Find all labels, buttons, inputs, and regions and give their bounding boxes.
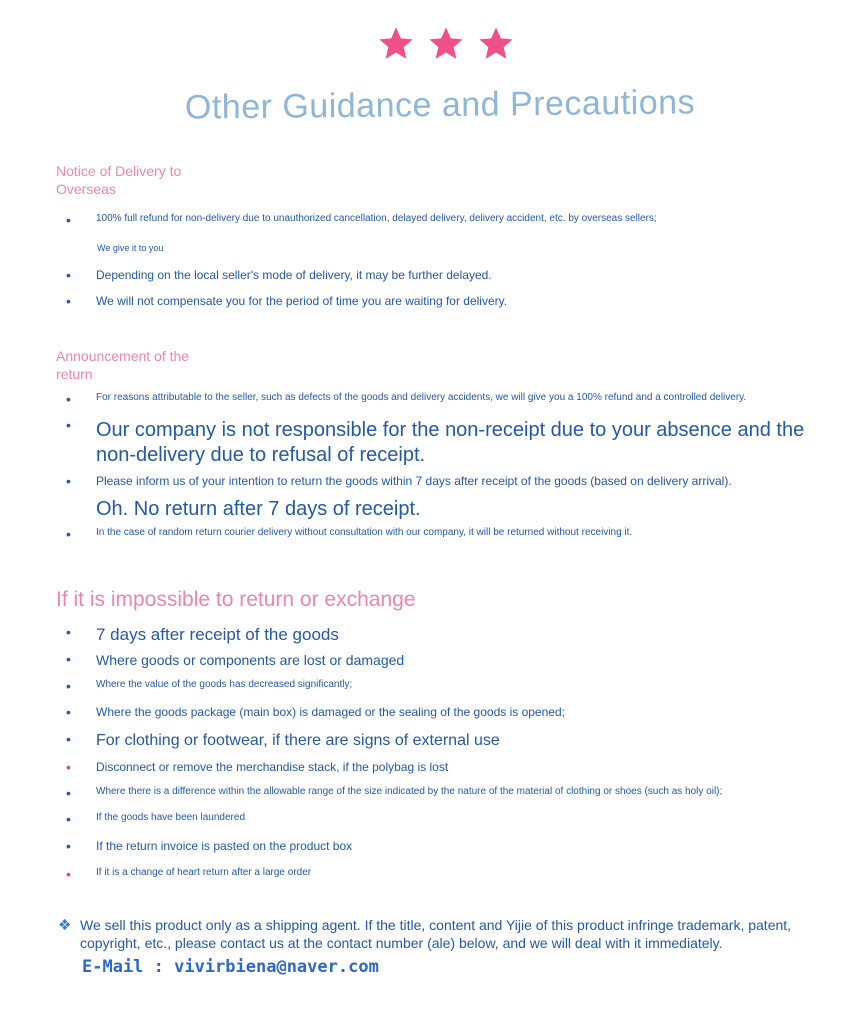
bullet-dot: • — [66, 651, 71, 667]
bullet-dot: • — [66, 624, 71, 640]
bullet-dot: • — [66, 866, 71, 882]
bullet-dot: • — [66, 731, 71, 747]
list-item: • Disconnect or remove the merchandise stack, if the polybag is lost — [66, 759, 449, 775]
bullet-dot: • — [66, 678, 71, 694]
list-item: • Where there is a difference within the allowable range of the size indicated by the nature of the material of clothing or shoes (such as holy oil); — [66, 785, 723, 801]
bullet-dot: • — [66, 267, 71, 283]
list-item: • If the return invoice is pasted on the product box — [66, 838, 353, 854]
bullet-dot: • — [66, 473, 71, 489]
bullet-dot: • — [66, 526, 71, 542]
section-heading-delivery: Notice of Delivery to Overseas — [56, 163, 182, 197]
section-heading-impossible: If it is impossible to return or exchange — [56, 588, 416, 611]
page-title: Other Guidance and Precautions — [184, 83, 696, 127]
bullet-dot: • — [66, 212, 71, 228]
bullet-dot: • — [66, 785, 71, 801]
list-item: Oh. No return after 7 days of receipt. — [96, 498, 421, 520]
list-item: • Where the value of the goods has decreased significantly; — [66, 678, 353, 694]
list-item: • Please inform us of your intention to return the goods within 7 days after receipt of the goods (based on delivery arrival). — [66, 473, 732, 489]
list-item: • For clothing or footwear, if there are signs of external use — [66, 731, 500, 749]
bullet-dot: • — [66, 838, 71, 854]
sub-note: We give it to you — [97, 243, 164, 253]
contact-email: E-Mail : vivirbiena@naver.com — [82, 957, 379, 977]
bullet-dot: • — [66, 391, 71, 407]
agent-notice: ❖ We sell this product only as a shipping agent. If the title, content and Yijie of this product infringe trademark, patent, copyright, etc., please contact us at the contact number (ale) below, and we will deal with it immediately. — [58, 917, 792, 951]
list-item: • Our company is not responsible for the non-receipt due to your absence and the non-delivery due to refusal of receipt. — [66, 417, 805, 466]
list-item: • Depending on the local seller's mode of delivery, it may be further delayed. — [66, 267, 492, 283]
list-item: • If it is a change of heart return after a large order — [66, 866, 312, 882]
star-icon — [376, 24, 416, 64]
list-item: • We will not compensate you for the period of time you are waiting for delivery. — [66, 293, 508, 309]
diamond-cluster-icon: ❖ — [58, 917, 72, 934]
list-item: • Where the goods package (main box) is damaged or the sealing of the goods is opened; — [66, 704, 565, 720]
list-item: • If the goods have been laundered — [66, 811, 246, 827]
bullet-dot: • — [66, 417, 71, 433]
star-icon — [426, 24, 466, 64]
star-icon — [476, 24, 516, 64]
list-item: • 100% full refund for non-delivery due to unauthorized cancellation, delayed delivery, delivery accident, etc. by overseas sellers; — [66, 212, 657, 228]
section-heading-return: Announcement of the return — [56, 348, 190, 382]
bullet-dot: • — [66, 759, 71, 775]
list-item: • For reasons attributable to the seller, such as defects of the goods and delivery accidents, we will give you a 100% refund and a controlled delivery. — [66, 391, 747, 407]
bullet-dot: • — [66, 811, 71, 827]
rating-stars — [376, 24, 516, 64]
bullet-dot: • — [66, 293, 71, 309]
list-item: • In the case of random return courier delivery without consultation with our company, it will be returned without receiving it. — [66, 526, 633, 542]
list-item: • 7 days after receipt of the goods — [66, 624, 339, 644]
bullet-dot: • — [66, 704, 71, 720]
list-item: • Where goods or components are lost or damaged — [66, 651, 405, 668]
